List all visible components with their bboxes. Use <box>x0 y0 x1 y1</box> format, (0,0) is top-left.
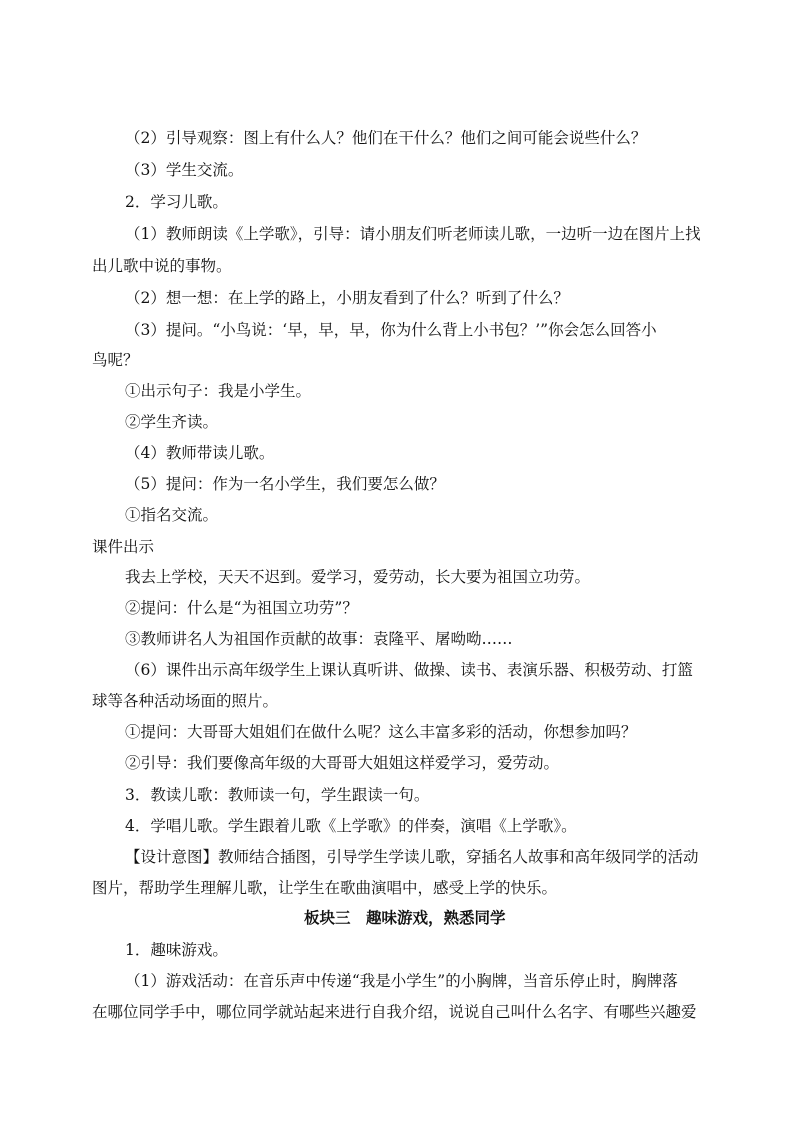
paragraph-line: 出儿歌中说的事物。 <box>92 257 232 275</box>
paragraph-line: （3）提问。“小鸟说：‘早，早，早，你为什么背上小书包？’”你会怎么回答小 <box>125 321 657 339</box>
design-intent-line: 【设计意图】教师结合插图，引导学生学读儿歌，穿插名人故事和高年级同学的活动 <box>125 848 699 866</box>
section-heading: 板块三 趣味游戏，熟悉同学 <box>304 908 506 927</box>
section-item: 3．教读儿歌：教师读一句，学生跟读一句。 <box>125 786 430 804</box>
paragraph-line: ②学生齐读。 <box>125 413 219 431</box>
paragraph-line: （2）想一想：在上学的路上，小朋友看到了什么？听到了什么？ <box>125 289 569 307</box>
paragraph-line: （4）教师带读儿歌。 <box>125 444 275 462</box>
paragraph-line: 我去上学校，天天不迟到。爱学习，爱劳动，长大要为祖国立功劳。 <box>125 568 591 586</box>
paragraph-line: ①提问：大哥哥大姐姐们在做什么呢？这么丰富多彩的活动，你想参加吗？ <box>125 723 637 741</box>
paragraph-line: （5）提问：作为一名小学生，我们要怎么做？ <box>125 475 445 493</box>
design-intent-line: 图片，帮助学生理解儿歌，让学生在歌曲演唱中，感受上学的快乐。 <box>92 879 558 897</box>
paragraph-line: ②提问：什么是“为祖国立功劳”？ <box>125 599 358 617</box>
paragraph-line: ②引导：我们要像高年级的大哥哥大姐姐这样爱学习，爱劳动。 <box>125 754 560 772</box>
paragraph-line: （3）学生交流。 <box>125 161 244 179</box>
paragraph-line: （1）游戏活动：在音乐声中传递“我是小学生”的小胸牌，当音乐停止时，胸牌落 <box>125 972 678 990</box>
paragraph-line: ①指名交流。 <box>125 506 219 524</box>
paragraph-line: ③教师讲名人为祖国作贡献的故事：袁隆平、屠呦呦…… <box>125 630 513 648</box>
paragraph-line: 在哪位同学手中，哪位同学就站起来进行自我介绍，说说自己叫什么名字、有哪些兴趣爱 <box>92 1003 697 1021</box>
section-item: 4．学唱儿歌。学生跟着儿歌《上学歌》的伴奏，演唱《上学歌》。 <box>125 817 577 835</box>
paragraph-line: （1）教师朗读《上学歌》，引导：请小朋友们听老师读儿歌，一边听一边在图片上找 <box>125 225 701 243</box>
paragraph-line: 球等各种活动场面的照片。 <box>92 692 279 710</box>
paragraph-line: 课件出示 <box>92 538 155 556</box>
paragraph-line: ①出示句子：我是小学生。 <box>125 382 312 400</box>
paragraph-line: 鸟呢？ <box>92 351 139 369</box>
paragraph-line: （2）引导观察：图上有什么人？他们在干什么？他们之间可能会说些什么？ <box>125 129 647 147</box>
paragraph-line: （6）课件出示高年级学生上课认真听讲、做操、读书、表演乐器、积极劳动、打篮 <box>125 661 693 679</box>
section-item: 1．趣味游戏。 <box>125 941 228 959</box>
section-item: 2．学习儿歌。 <box>125 193 228 211</box>
